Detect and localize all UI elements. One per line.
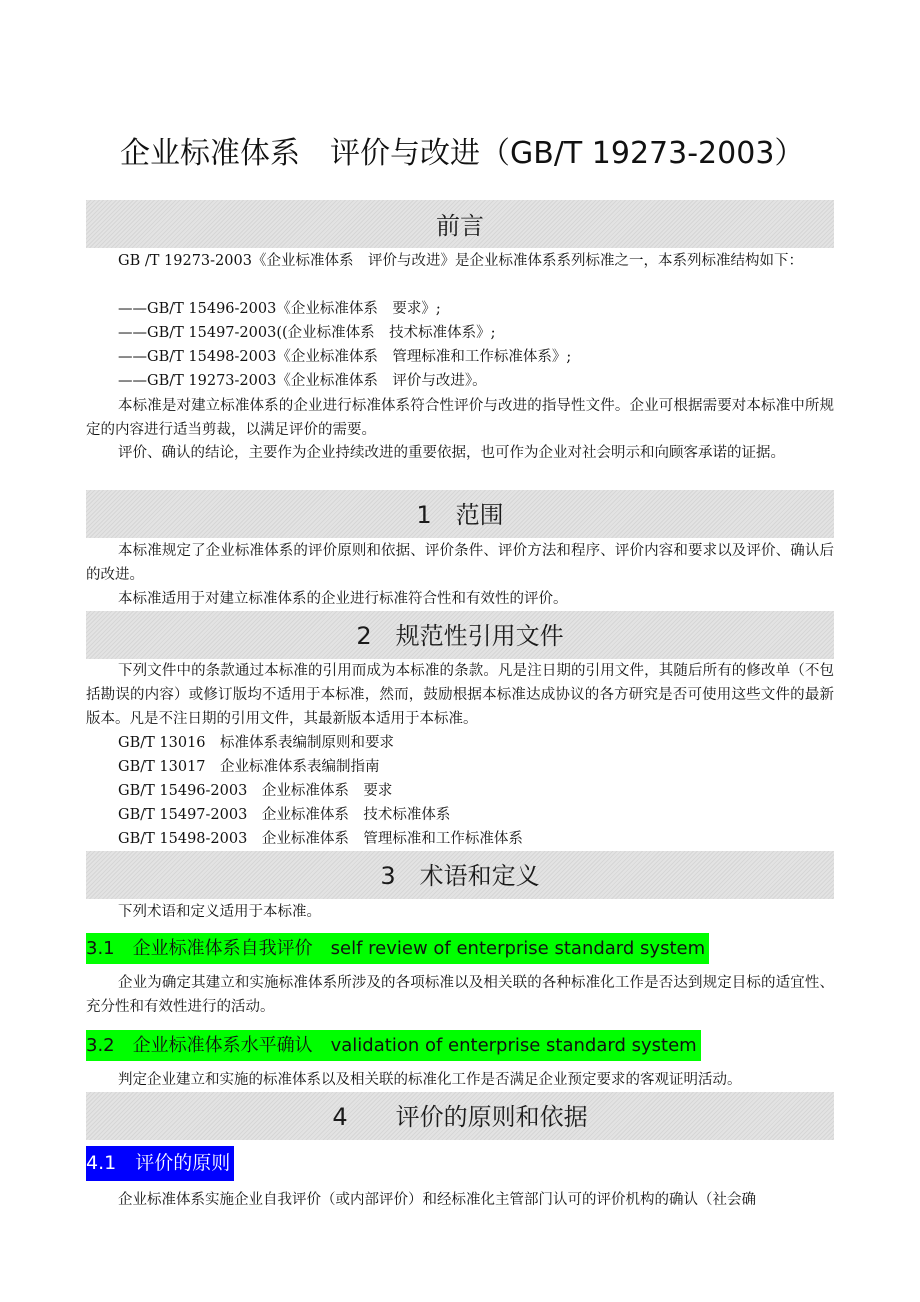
preface-list-item: ——GB/T 15498-2003《企业标准体系 管理标准和工作标准体系》; [118,349,572,365]
section-heading-principles: 4 评价的原则和依据 [86,1092,834,1140]
term-3-2-heading: 3.2 企业标准体系水平确认 validation of enterprise standard system [86,1030,701,1061]
preface-paragraph-2: 本标准是对建立标准体系的企业进行标准体系符合性评价与改进的指导性文件。企业可根据需要对本标准中所规定的内容进行适当剪裁，以满足评价的需要。 [86,398,834,438]
preface-paragraph-3: 评价、确认的结论，主要作为企业持续改进的重要依据，也可作为企业对社会明示和向顾客承诺的证据。 [118,445,785,461]
reference-item: GB/T 15496-2003 企业标准体系 要求 [118,783,393,799]
reference-item: GB/T 13016 标准体系表编制原则和要求 [118,735,395,751]
preface-list-item: ——GB/T 15496-2003《企业标准体系 要求》; [118,301,441,317]
reference-item: GB/T 15497-2003 企业标准体系 技术标准体系 [118,807,451,823]
subheading-4-1: 4.1 评价的原则 [86,1146,234,1181]
term-3-2-definition: 判定企业建立和实施的标准体系以及相关联的标准化工作是否满足企业预定要求的客观证明活动。 [118,1072,742,1088]
reference-item: GB/T 15498-2003 企业标准体系 管理标准和工作标准体系 [118,831,523,847]
term-3-1-heading: 3.1 企业标准体系自我评价 self review of enterprise standard system [86,933,709,964]
preface-list-item: ——GB/T 15497-2003((企业标准体系 技术标准体系》; [118,325,496,341]
principles-paragraph: 企业标准体系实施企业自我评价（或内部评价）和经标准化主管部门认可的评价机构的确认（社会确 [118,1192,756,1208]
section-heading-normative-references: 2 规范性引用文件 [86,611,834,659]
section-heading-terms: 3 术语和定义 [86,851,834,899]
preface-list-item: ——GB/T 19273-2003《企业标准体系 评价与改进》。 [118,373,487,389]
section-heading-preface: 前言 [86,200,834,248]
references-paragraph: 下列文件中的条款通过本标准的引用而成为本标准的条款。凡是注日期的引用文件，其随后所有的修改单（不包括勘误的内容）或修订版均不适用于本标准，然而，鼓励根据本标准达成协议的各方研究是否可使用这些文件的最新版本。凡是不注日期的引用文件，其最新版本适用于本标准。 [86,663,834,727]
term-3-1-definition: 企业为确定其建立和实施标准体系所涉及的各项标准以及相关联的各种标准化工作是否达到规定目标的适宜性、充分性和有效性进行的活动。 [86,975,834,1015]
scope-paragraph-1: 本标准规定了企业标准体系的评价原则和依据、评价条件、评价方法和程序、评价内容和要求以及评价、确认后的改进。 [86,543,834,583]
section-heading-scope: 1 范围 [86,490,834,538]
scope-paragraph-2: 本标准适用于对建立标准体系的企业进行标准符合性和有效性的评价。 [118,591,568,607]
reference-item: GB/T 13017 企业标准体系表编制指南 [118,759,380,775]
document-title: 企业标准体系 评价与改进（GB/T 19273-2003） [120,136,805,171]
terms-intro: 下列术语和定义适用于本标准。 [118,904,321,920]
preface-paragraph-1: GB /T 19273-2003《企业标准体系 评价与改进》是企业标准体系系列标准之一，本系列标准结构如下： [118,253,803,269]
